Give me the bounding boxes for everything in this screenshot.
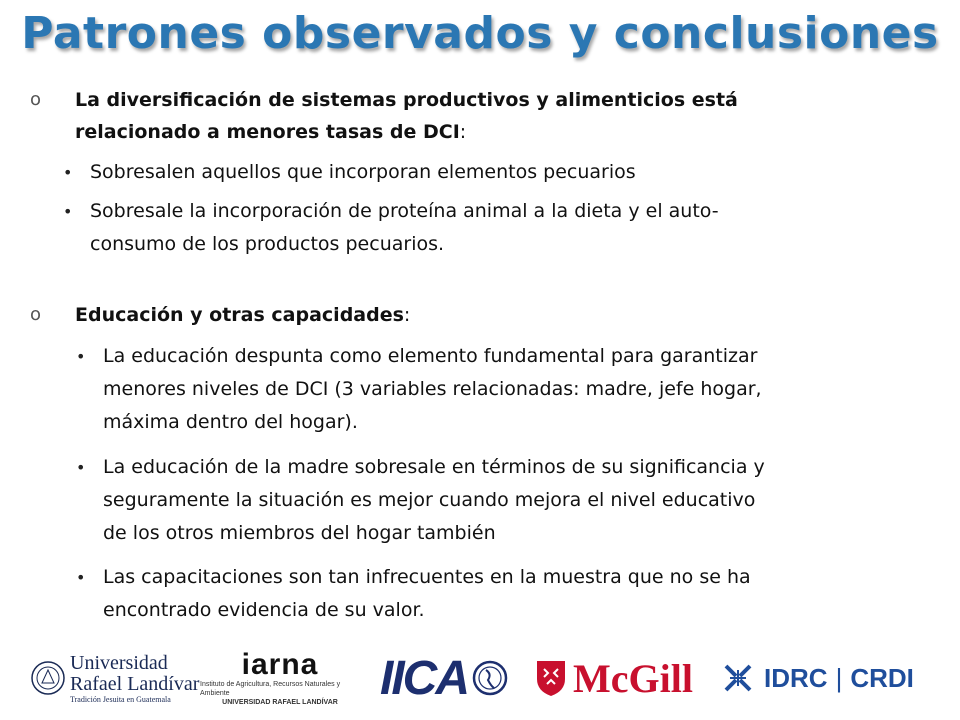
bullet-icon: • bbox=[63, 163, 73, 182]
section-marker: o bbox=[30, 304, 42, 325]
logo-separator: | bbox=[835, 662, 843, 693]
idrc-emblem-icon bbox=[722, 662, 754, 694]
section-heading-line: Educación y otras capacidades bbox=[75, 304, 404, 326]
bullet-line: menores niveles de DCI (3 variables relacionadas: madre, jefe hogar, bbox=[103, 378, 762, 400]
idrc-wordmark: IDRC bbox=[764, 662, 828, 693]
url-wordmark: Universidad Rafael Landívar Tradición Jesuita en Guatemala bbox=[70, 651, 200, 704]
bullet-icon: • bbox=[63, 202, 73, 221]
bullet-item bbox=[76, 340, 762, 439]
idrc-logo bbox=[722, 650, 942, 706]
section-heading-line: relacionado a menores tasas de DCI bbox=[75, 121, 460, 143]
section-marker: o bbox=[30, 89, 42, 110]
bullet-item bbox=[76, 561, 751, 627]
bullet-item bbox=[63, 195, 719, 261]
bullet-line: de los otros miembros del hogar también bbox=[103, 522, 496, 544]
url-seal-icon bbox=[30, 653, 66, 703]
heading-colon: : bbox=[459, 121, 467, 143]
iica-wordmark: IICA bbox=[380, 651, 468, 705]
url-logo bbox=[30, 650, 200, 706]
mcgill-logo bbox=[535, 650, 710, 706]
crdi-wordmark: CRDI bbox=[850, 662, 914, 693]
section-heading-diversification bbox=[30, 84, 738, 148]
bullet-item bbox=[76, 451, 765, 550]
bullet-line: Las capacitaciones son tan infrecuentes en la muestra que no se ha bbox=[103, 566, 751, 588]
bullet-line: Sobresalen aquellos que incorporan elementos pecuarios bbox=[90, 161, 636, 183]
bullet-line: La educación de la madre sobresale en términos de su significancia y bbox=[103, 456, 765, 478]
globe-icon bbox=[472, 660, 508, 696]
bullet-item bbox=[63, 156, 636, 189]
bullet-line: máxima dentro del hogar). bbox=[103, 411, 358, 433]
section-heading-line: La diversificación de sistemas productivos y alimenticios está bbox=[75, 89, 738, 111]
bullet-line: encontrado evidencia de su valor. bbox=[103, 599, 425, 621]
bullet-line: consumo de los productos pecuarios. bbox=[90, 233, 445, 255]
bullet-icon: • bbox=[76, 347, 86, 366]
section-heading-education bbox=[30, 299, 411, 331]
bullet-icon: • bbox=[76, 458, 86, 477]
sponsor-logos bbox=[0, 647, 960, 710]
mcgill-wordmark: McGill bbox=[573, 655, 693, 701]
iica-logo bbox=[380, 650, 520, 706]
bullet-line: Sobresale la incorporación de proteína animal a la dieta y el auto- bbox=[90, 200, 719, 222]
iarna-logo: iarna Instituto de Agricultura, Recursos Naturales y Ambiente UNIVERSIDAD RAFAEL LANDÍVAR bbox=[200, 647, 341, 706]
mcgill-crest-icon bbox=[535, 659, 567, 697]
bullet-icon: • bbox=[76, 568, 86, 587]
bullet-line: La educación despunta como elemento fundamental para garantizar bbox=[103, 345, 758, 367]
bullet-line: seguramente la situación es mejor cuando mejora el nivel educativo bbox=[103, 489, 756, 511]
slide-title: Patrones observados y conclusiones bbox=[21, 8, 939, 59]
heading-colon: : bbox=[403, 304, 411, 326]
iarna-wordmark: iarna bbox=[241, 647, 319, 681]
